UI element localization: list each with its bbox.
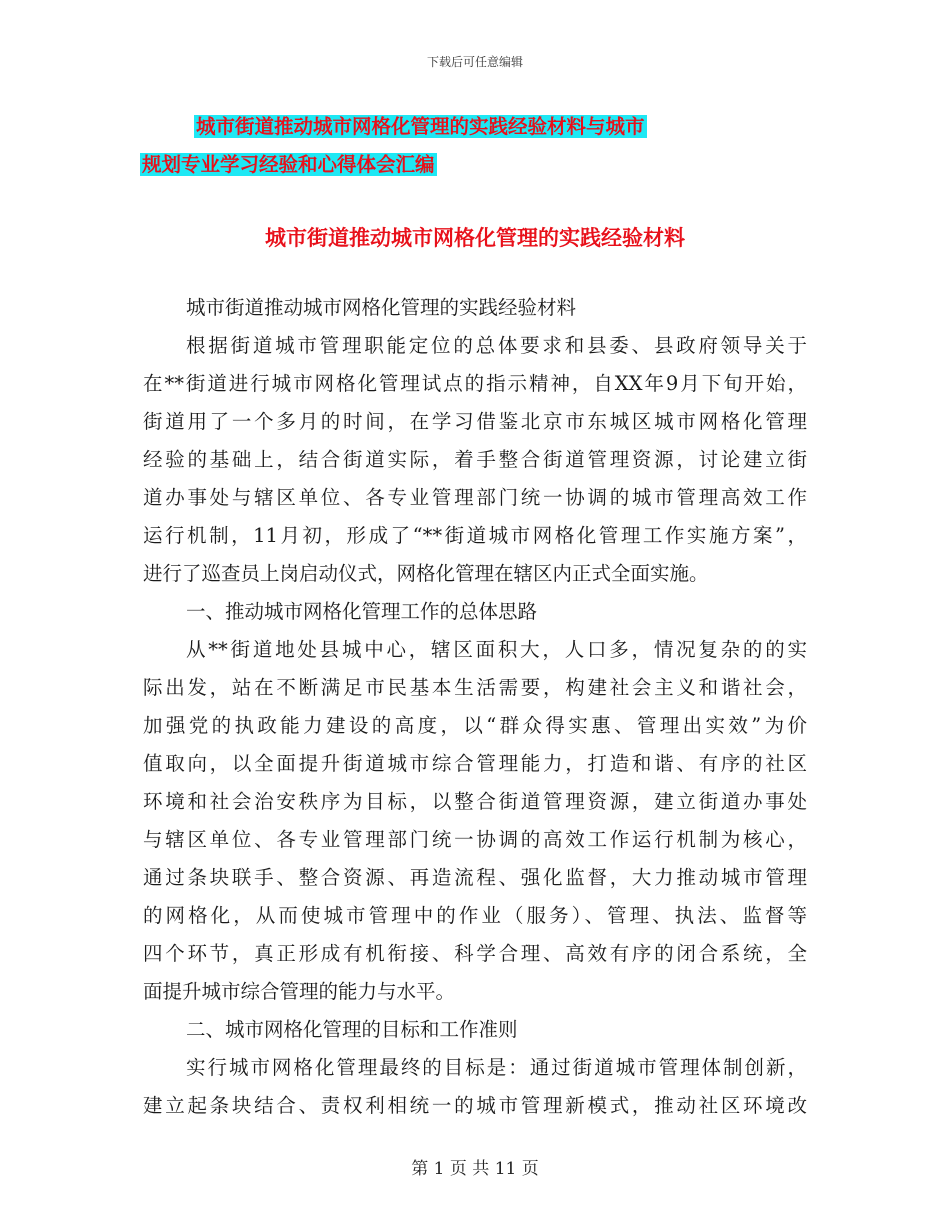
body-text (143, 289, 807, 1125)
header-note: 下载后可任意编辑 (426, 55, 523, 69)
paragraph-line: 建立起条块结合、责权利相统一的城市管理新模式，推动社区环境改 (143, 1094, 807, 1117)
page-footer: 第 1 页 共 11 页 (411, 1159, 539, 1179)
paragraph-line: 运行机制，11月初，形成了“**街道城市网格化管理工作实施方案”， (143, 524, 807, 547)
paragraph-line: 的网格化，从而使城市管理中的作业（服务）、管理、执法、监督等 (143, 904, 807, 927)
paragraph-line: 进行了巡查员上岗启动仪式，网格化管理在辖区内正式全面实施。 (143, 562, 709, 585)
paragraph-line: 道办事处与辖区单位、各专业管理部门统一协调的城市管理高效工作 (143, 486, 807, 509)
paragraph-line: 际出发，站在不断满足市民基本生活需要，构建社会主义和谐社会， (143, 676, 807, 699)
paragraph-line: 通过条块联手、整合资源、再造流程、强化监督，大力推动城市管理 (143, 866, 807, 889)
paragraph-line: 经验的基础上，结合街道实际，着手整合街道管理资源，讨论建立街 (143, 448, 807, 471)
paragraph-line: 在**街道进行城市网格化管理试点的指示精神，自XX年9月下旬开始， (143, 372, 807, 395)
section-title: 城市街道推动城市网格化管理的实践经验材料 (265, 226, 685, 250)
paragraph-line: 与辖区单位、各专业管理部门统一协调的高效工作运行机制为核心， (143, 828, 807, 851)
paragraph-line: 值取向，以全面提升街道城市综合管理能力，打造和谐、有序的社区 (143, 752, 807, 775)
heading-line: 一、推动城市网格化管理工作的总体思路 (186, 600, 538, 623)
main-title-line-2: 规划专业学习经验和心得体会汇编 (142, 153, 435, 176)
paragraph-line: 加强党的执政能力建设的高度，以“群众得实惠、管理出实效”为价 (143, 714, 807, 737)
paragraph-line: 城市街道推动城市网格化管理的实践经验材料 (186, 296, 577, 319)
paragraph-line: 环境和社会治安秩序为目标，以整合街道管理资源，建立街道办事处 (143, 790, 807, 813)
main-title-line-1: 城市街道推动城市网格化管理的实践经验材料与城市 (196, 115, 645, 138)
main-title (140, 108, 810, 184)
paragraph-line: 街道用了一个多月的时间，在学习借鉴北京市东城区城市网格化管理 (143, 410, 807, 433)
paragraph-line: 实行城市网格化管理最终的目标是：通过街道城市管理体制创新， (186, 1056, 807, 1079)
heading-line: 二、城市网格化管理的目标和工作准则 (186, 1018, 518, 1041)
paragraph-line: 根据街道城市管理职能定位的总体要求和县委、县政府领导关于 (186, 334, 807, 357)
paragraph-line: 从**街道地处县城中心，辖区面积大，人口多，情况复杂的的实 (186, 638, 807, 661)
paragraph-line: 面提升城市综合管理的能力与水平。 (143, 980, 456, 1003)
paragraph-line: 四个环节，真正形成有机衔接、科学合理、高效有序的闭合系统，全 (143, 942, 807, 965)
